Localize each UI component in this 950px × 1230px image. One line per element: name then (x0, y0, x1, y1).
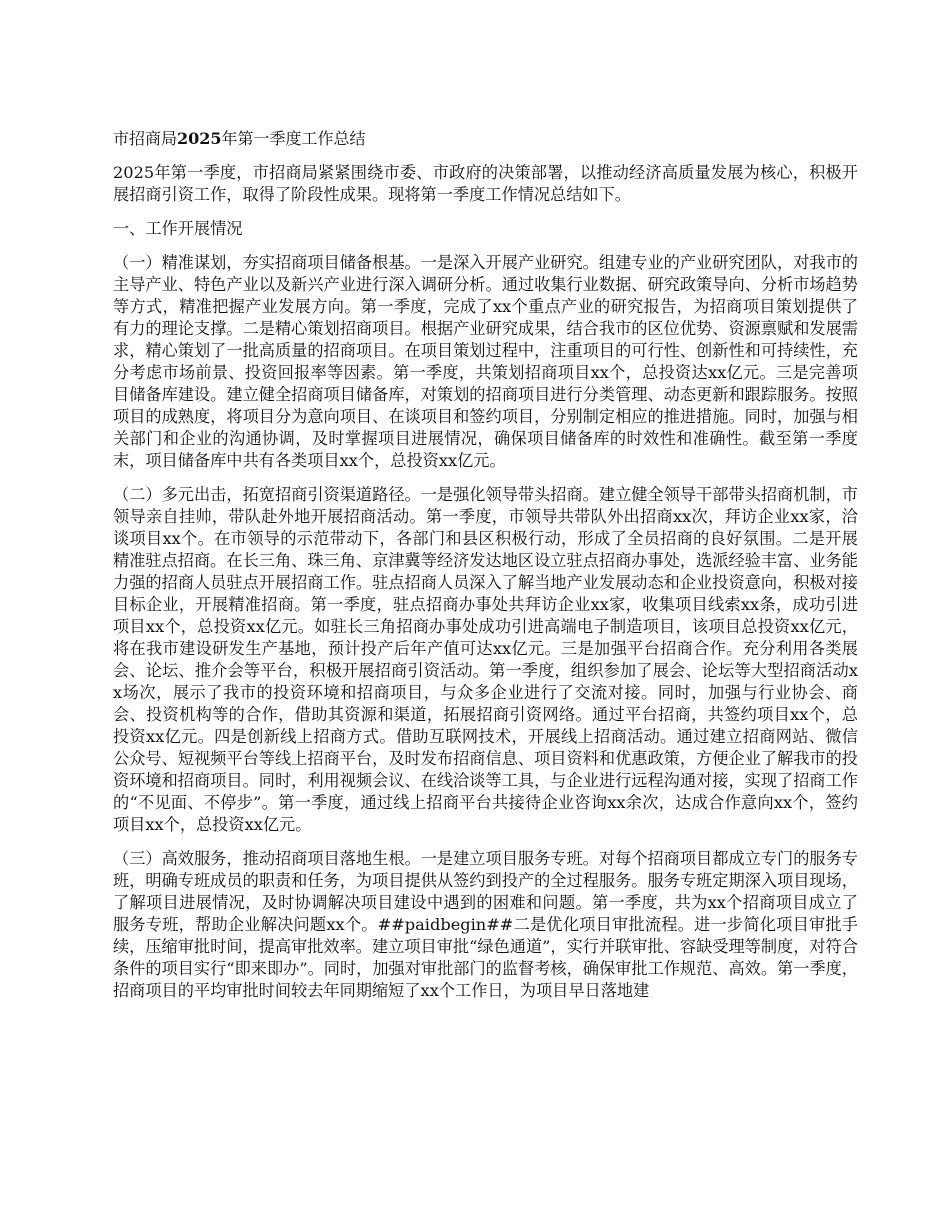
body-paragraph-2: （二）多元出击，拓宽招商引资渠道路径。一是强化领导带头招商。建立健全领导干部带头招商机制，市领导亲自挂帅，带队赴外地开展招商活动。第一季度，市领导共带队外出招商xx次，拜访企业xx家，洽谈项目xx个。在市领导的示范带动下，各部门和县区积极行动，形成了全员招商的良好氛围。二是开展精准驻点招商。在长三角、珠三角、京津冀等经济发达地区设立驻点招商办事处，选派经验丰富、业务能力强的招商人员驻点开展招商工作。驻点招商人员深入了解当地产业发展动态和企业投资意向，积极对接目标企业，开展精准招商。第一季度，驻点招商办事处共拜访企业xx家，收集项目线索xx条，成功引进项目xx个，总投资xx亿元。如驻长三角招商办事处成功引进高端电子制造项目，该项目总投资xx亿元，将在我市建设研发生产基地，预计投产后年产值可达xx亿元。三是加强平台招商合作。充分利用各类展会、论坛、推介会等平台，积极开展招商引资活动。第一季度，组织参加了展会、论坛等大型招商活动xx场次，展示了我市的投资环境和招商项目，与众多企业进行了交流对接。同时，加强与行业协会、商会、投资机构等的合作，借助其资源和渠道，拓展招商引资网络。通过平台招商，共签约项目xx个，总投资xx亿元。四是创新线上招商方式。借助互联网技术，开展线上招商活动。通过建立招商网站、微信公众号、短视频平台等线上招商平台，及时发布招商信息、项目资料和优惠政策，方便企业了解我市的投资环境和招商项目。同时，利用视频会议、在线洽谈等工具，与企业进行远程沟通对接，实现了招商工作的“不见面、不停步”。第一季度，通过线上招商平台共接待企业咨询xx余次，达成合作意向xx个，签约项目xx个，总投资xx亿元。 (113, 485, 858, 834)
section-heading: 一、工作开展情况 (113, 219, 243, 238)
document-page (113, 128, 858, 1014)
body-paragraph-1: （一）精准谋划，夯实招商项目储备根基。一是深入开展产业研究。组建专业的产业研究团队，对我市的主导产业、特色产业以及新兴产业进行深入调研分析。通过收集行业数据、研究政策导向、分析市场趋势等方式，精准把握产业发展方向。第一季度，完成了xx个重点产业的研究报告，为招商项目策划提供了有力的理论支撑。二是精心策划招商项目。根据产业研究成果，结合我市的区位优势、资源禀赋和发展需求，精心策划了一批高质量的招商项目。在项目策划过程中，注重项目的可行性、创新性和可持续性，充分考虑市场前景、投资回报率等因素。第一季度，共策划招商项目xx个，总投资达xx亿元。三是完善项目储备库建设。建立健全招商项目储备库，对策划的招商项目进行分类管理、动态更新和跟踪服务。按照项目的成熟度，将项目分为意向项目、在谈项目和签约项目，分别制定相应的推进措施。同时，加强与相关部门和企业的沟通协调，及时掌握项目进展情况，确保项目储备库的时效性和准确性。截至第一季度末，项目储备库中共有各类项目xx个，总投资xx亿元。 (113, 253, 858, 470)
intro-paragraph: 2025年第一季度，市招商局紧紧围绕市委、市政府的决策部署，以推动经济高质量发展为核心，积极开展招商引资工作，取得了阶段性成果。现将第一季度工作情况总结如下。 (113, 163, 858, 204)
title-suffix: 年第一季度工作总结 (221, 129, 366, 148)
title-year: 2025 (177, 129, 222, 148)
title-prefix: 市招商局 (113, 129, 178, 148)
document-title (113, 128, 858, 150)
body-paragraph-3: （三）高效服务，推动招商项目落地生根。一是建立项目服务专班。对每个招商项目都成立专门的服务专班，明确专班成员的职责和任务，为项目提供从签约到投产的全过程服务。服务专班定期深入项目现场，了解项目进展情况，及时协调解决项目建设中遇到的困难和问题。第一季度，共为xx个招商项目成立了服务专班，帮助企业解决问题xx个。##paidbegin##二是优化项目审批流程。进一步简化项目审批手续，压缩审批时间，提高审批效率。建立项目审批“绿色通道”，实行并联审批、容缺受理等制度，对符合条件的项目实行“即来即办”。同时，加强对审批部门的监督考核，确保审批工作规范、高效。第一季度，招商项目的平均审批时间较去年同期缩短了xx个工作日，为项目早日落地建 (113, 849, 858, 1000)
